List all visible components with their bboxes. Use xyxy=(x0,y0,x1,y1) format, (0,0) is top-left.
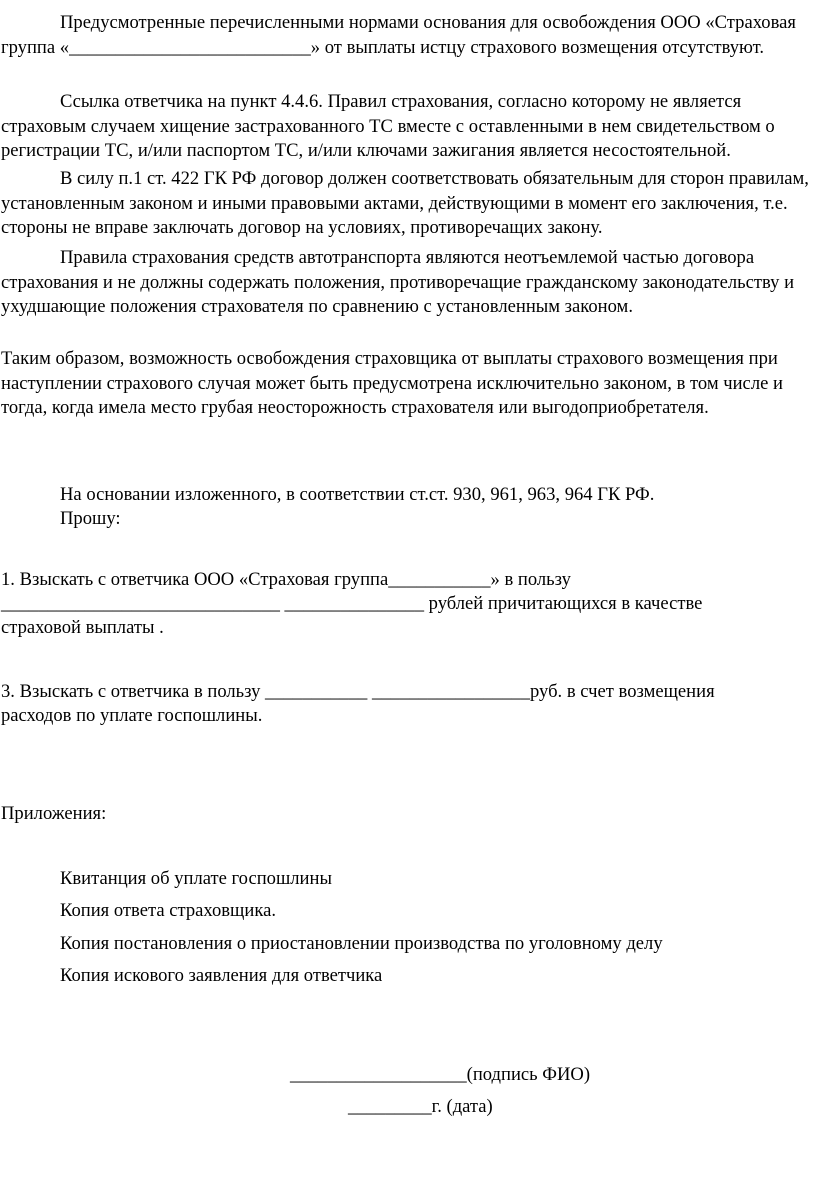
basis-line: На основании изложенного, в соответствии ст.ст. 930, 961, 963, 964 ГК РФ. xyxy=(60,484,655,505)
paragraph-conclusion: Таким образом, возможность освобождения страховщика от выплаты страхового возмещения при наступлении страхового случая может быть предусмотрена исключительно законом, в том числе и тогда, когда имела место грубая неосторожность страхователя или выгодоприобретателя. xyxy=(1,348,783,418)
paragraph-clause-reference: Ссылка ответчика на пункт 4.4.6. Правил страхования, согласно которому не является страховым случаем хищение застрахованного ТС вместе с оставленными в нем свидетельством о регистрации ТС, и/или паспортом ТС, и/или ключами зажигания является несостоятельной. xyxy=(1,91,775,161)
date-line: _________г. (дата) xyxy=(348,1096,493,1117)
request-item-1-line-2: ______________________________ _______________ рублей причитающихся в качестве xyxy=(1,593,703,614)
paragraph-article-422: В силу п.1 ст. 422 ГК РФ договор должен соответствовать обязательным для сторон правилам, установленным законом и иными правовыми актами, действующими в момент его заключения, т.е. стороны не вправе заключать договор на условиях, противоречащих закону. xyxy=(1,168,809,238)
paragraph-insurance-rules: Правила страхования средств автотранспорта являются неотъемлемой частью договора страхования и не должны содержать положения, противоречащие гражданскому законодательству и ухудшающие положения страхователя по сравнению с установленным законом. xyxy=(1,247,795,317)
request-item-1-line-3: страховой выплаты . xyxy=(1,617,164,638)
request-item-3-line-2: расходов по уплате госпошлины. xyxy=(1,705,263,726)
request-item-1-line-1: 1. Взыскать с ответчика ООО «Страховая группа___________» в пользу xyxy=(1,569,571,590)
attachment-item: Квитанция об уплате госпошлины xyxy=(60,868,332,889)
attachments-heading: Приложения: xyxy=(1,803,107,824)
attachment-item: Копия ответа страховщика. xyxy=(60,900,276,921)
request-item-3-line-1: 3. Взыскать с ответчика в пользу ___________ _________________руб. в счет возмещения xyxy=(1,681,715,702)
attachment-item: Копия искового заявления для ответчика xyxy=(60,965,383,986)
paragraph-grounds-absent: Предусмотренные перечисленными нормами основания для освобождения ООО «Страховая группа «__________________________» от выплаты истцу страхового возмещения отсутствуют. xyxy=(1,12,796,58)
signature-line: ___________________(подпись ФИО) xyxy=(290,1064,591,1085)
request-heading: Прошу: xyxy=(60,508,121,529)
attachment-item: Копия постановления о приостановлении производства по уголовному делу xyxy=(60,933,663,954)
